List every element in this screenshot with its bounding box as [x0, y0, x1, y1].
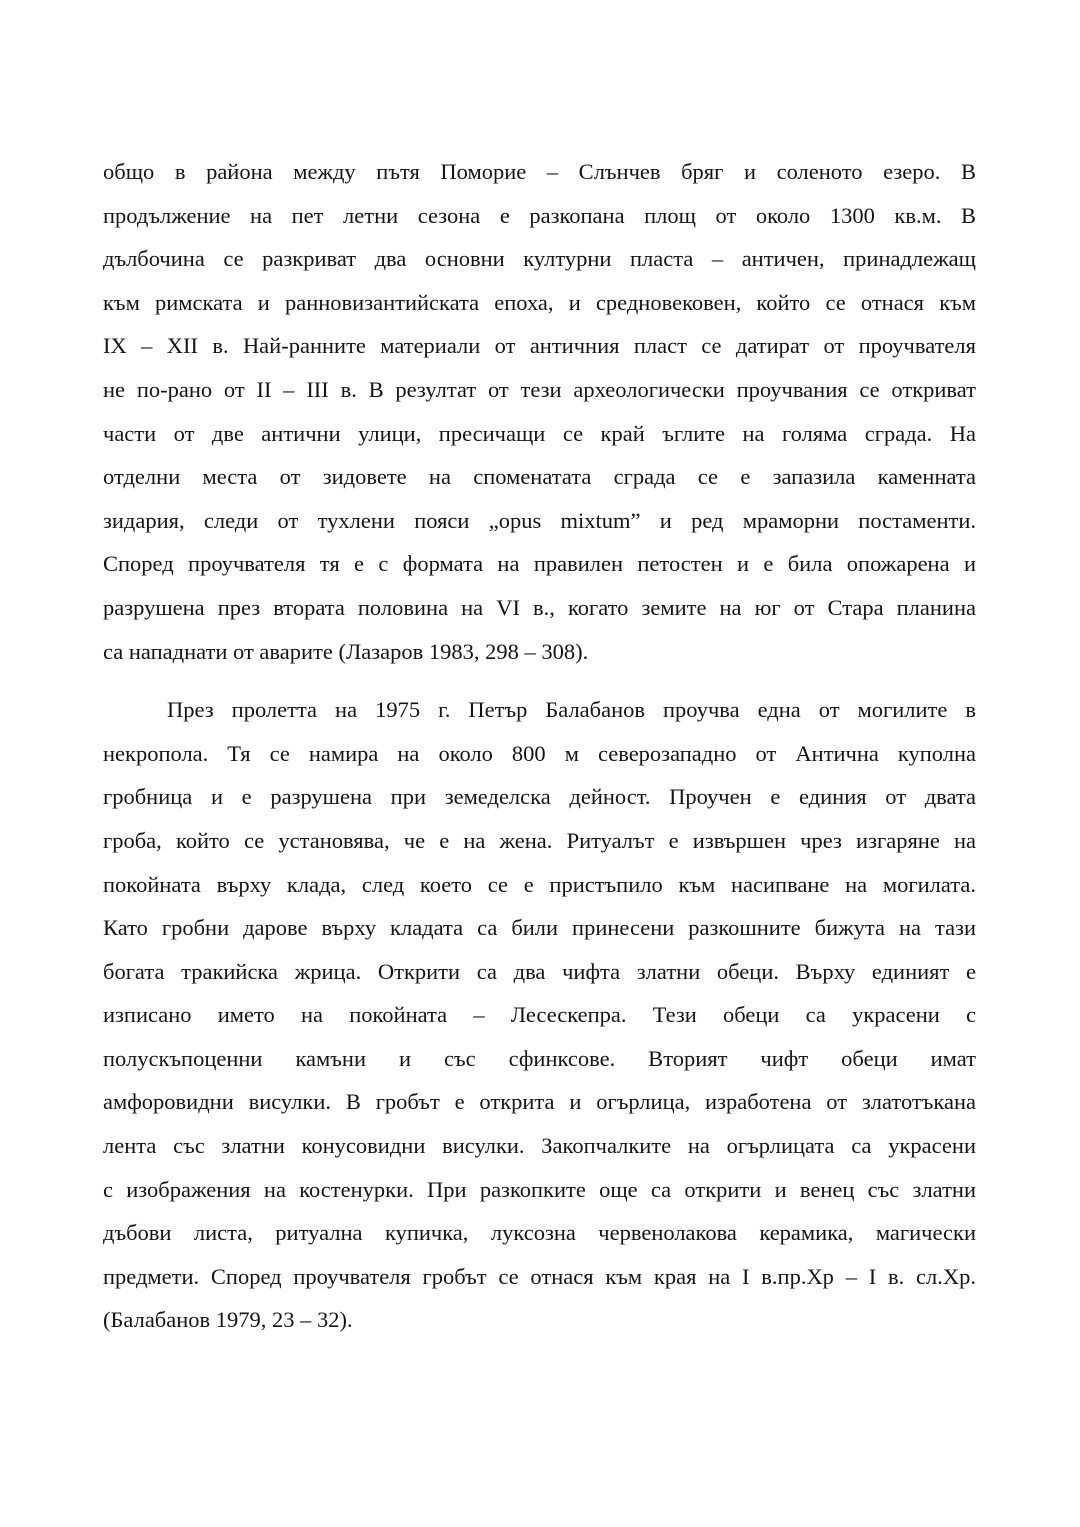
text-line: (Балабанов 1979, 23 – 32). — [103, 1307, 353, 1333]
text-line: отделни места от зидовете на споменатата сграда се е запазила каменната — [103, 464, 976, 490]
text-line: гробница и е разрушена при земеделска дейност. Проучен е единия от двата — [103, 784, 976, 810]
text-line: Като гробни дарове върху кладата са били принесени разкошните бижута на тази — [103, 915, 976, 941]
text-line: части от две антични улици, пресичащи се край ъглите на голяма сграда. На — [103, 420, 976, 446]
paragraph-2 — [103, 688, 976, 1342]
text-line: общо в района между пътя Поморие – Слънчев бряг и соленото езеро. В — [103, 159, 976, 184]
text-line: гроба, който се установява, че е на жена. Ритуалът е извършен чрез изгаряне на — [103, 827, 976, 853]
text-line: предмети. Според проучвателя гробът се отнася към края на I в.пр.Хр – I в. сл.Хр. — [103, 1263, 976, 1289]
text-line: дъбови листа, ритуална купичка, луксозна червенолакова керамика, магически — [103, 1220, 976, 1246]
text-line: с изображения на костенурки. При разкопките още са открити и венец със златни — [103, 1176, 976, 1202]
text-line: зидария, следи от тухлени пояси „opus mixtum” и ред мраморни постаменти. — [103, 507, 976, 533]
text-line: продължение на пет летни сезона е разкопана площ от около 1300 кв.м. В — [103, 202, 976, 228]
text-line: IX – XII в. Най-ранните материали от античния пласт се датират от проучвателя — [103, 333, 976, 359]
text-line: изписано името на покойната – Лесескепра. Тези обеци са украсени с — [103, 1002, 976, 1028]
text-line: дълбочина се разкриват два основни културни пласта – античен, принадлежащ — [103, 246, 976, 272]
text-line: са нападнати от аварите (Лазаров 1983, 298 – 308). — [103, 638, 589, 664]
text-line: полускъпоценни камъни и със сфинксове. Вторият чифт обеци имат — [103, 1045, 976, 1071]
document-page — [103, 150, 976, 1342]
text-line: През пролетта на 1975 г. Петър Балабанов проучва една от могилите в — [167, 697, 976, 723]
text-line: некропола. Тя се намира на около 800 м северозападно от Антична куполна — [103, 740, 976, 766]
text-line: не по-рано от II – III в. В резултат от тези археологически проучвания се откриват — [103, 376, 976, 402]
text-line: разрушена през втората половина на VI в., когато земите на юг от Стара планина — [103, 594, 976, 620]
text-line: към римската и ранновизантийската епоха, и средновековен, който се отнася към — [103, 289, 976, 315]
text-line: лента със златни конусовидни висулки. Закопчалките на огърлицата са украсени — [103, 1133, 976, 1159]
text-line: покойната върху клада, след което се е пристъпило към насипване на могилата. — [103, 871, 976, 897]
text-line: богата тракийска жрица. Открити са два чифта златни обеци. Върху единият е — [103, 958, 976, 984]
text-line: Според проучвателя тя е с формата на правилен петостен и е била опожарена и — [103, 551, 976, 577]
paragraph-1 — [103, 150, 976, 673]
text-line: амфоровидни висулки. В гробът е открита и огърлица, изработена от златотъкана — [103, 1089, 976, 1115]
